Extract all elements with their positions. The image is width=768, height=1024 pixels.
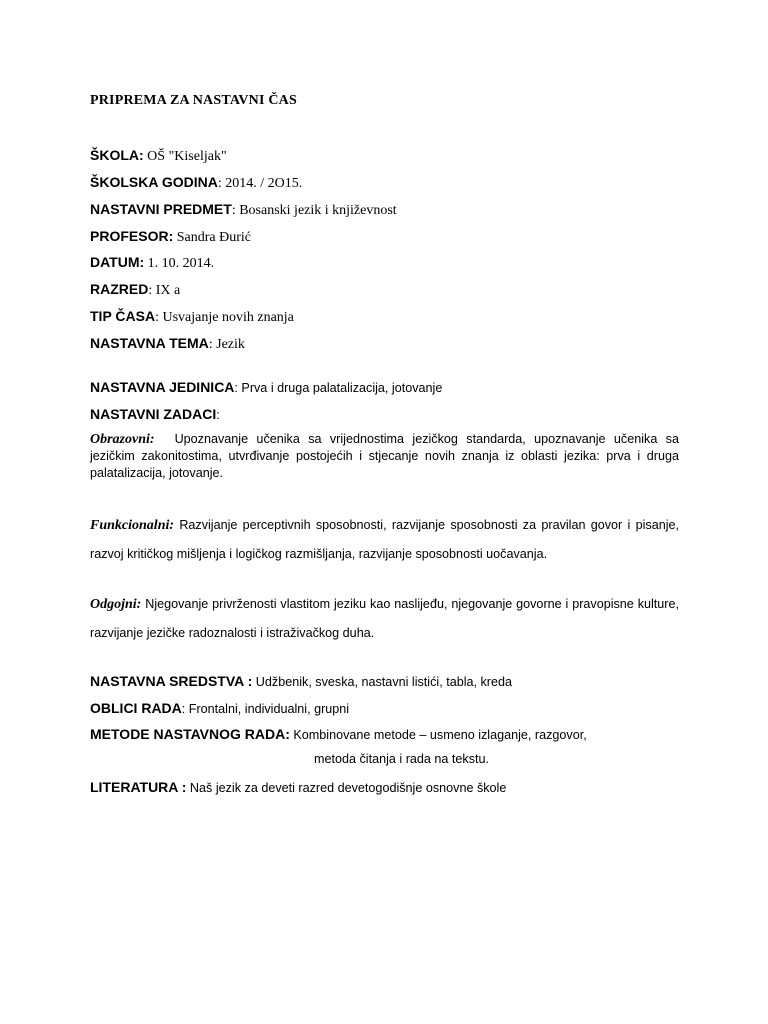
field-value: : IX a [148, 283, 181, 298]
field-label: NASTAVNI ZADACI [90, 406, 217, 422]
task-text: Razvijanje perceptivnih sposobnosti, razvijanje sposobnosti za pravilan govor i pisanje, razvoj kritičkog mišljenja i logičkog razmišljanja, razvijanje sposobnosti uočavanja. [90, 518, 680, 561]
field-teaching-methods [90, 725, 587, 745]
task-functional [90, 511, 679, 569]
field-school [90, 146, 227, 166]
task-upbringing [90, 590, 679, 648]
field-work-forms [90, 699, 349, 719]
field-school-year [90, 173, 302, 193]
field-lesson-type [90, 307, 294, 327]
tasks-heading [90, 405, 220, 425]
field-date [90, 253, 214, 273]
field-value: Sandra Đurić [173, 230, 251, 245]
field-value: Kombinovane metode – usmeno izlaganje, razgovor, [289, 728, 587, 742]
task-text: Upoznavanje učenika sa vrijednostima jezičkog standarda, upoznavanje učenika sa jezičkim zakonitostima, utvrđivanje postojećih i stjecanje novih znanja iz oblasti jezika: prva i druga palatalizacija, jotovanje. [90, 432, 679, 480]
field-label: NASTAVNA SREDSTVA : [90, 673, 253, 689]
field-teaching-unit [90, 378, 442, 398]
field-label: ŠKOLA: [90, 147, 144, 163]
field-value: : Prva i druga palatalizacija, jotovanje [234, 381, 443, 395]
field-label: TIP ČASA [90, 308, 156, 324]
field-teaching-means [90, 672, 512, 692]
field-value: Udžbenik, sveska, nastavni listići, tabla, kreda [252, 675, 513, 689]
field-value: : Bosanski jezik i književnost [231, 203, 397, 218]
task-label: Odgojni: [90, 597, 142, 612]
field-value: : [216, 408, 220, 422]
field-value: OŠ "Kiseljak" [143, 149, 227, 164]
field-teacher [90, 227, 251, 247]
task-label: Obrazovni: [90, 432, 155, 447]
field-grade [90, 280, 180, 300]
field-value: : Usvajanje novih znanja [155, 310, 294, 325]
field-value: : 2014. / 2O15. [217, 176, 303, 191]
field-label: NASTAVNI PREDMET [90, 201, 232, 217]
field-label: METODE NASTAVNOG RADA: [90, 726, 290, 742]
task-educational [90, 431, 679, 482]
field-value: Naš jezik za deveti razred devetogodišnje osnovne škole [186, 781, 507, 795]
task-text: Njegovanje privrženosti vlastitom jeziku kao naslijeđu, njegovanje govorne i pravopisne kulture, razvijanje jezičke radoznalosti i istraživačkog duha. [90, 597, 679, 640]
field-value: : Jezik [208, 337, 245, 352]
field-topic [90, 334, 245, 354]
field-label: OBLICI RADA [90, 700, 182, 716]
field-label: NASTAVNA TEMA [90, 335, 209, 351]
field-subject [90, 200, 397, 220]
field-value: : Frontalni, individualni, grupni [181, 702, 350, 716]
field-label: LITERATURA : [90, 779, 187, 795]
field-teaching-methods-continued: metoda čitanja i rada na tekstu. [314, 752, 490, 766]
field-label: NASTAVNA JEDINICA [90, 379, 235, 395]
field-label: DATUM: [90, 254, 145, 270]
field-literature [90, 778, 506, 798]
field-value: 1. 10. 2014. [144, 256, 215, 271]
document-title: PRIPREMA ZA NASTAVNI ČAS [90, 93, 297, 108]
task-label: Funkcionalni: [90, 518, 175, 533]
field-label: PROFESOR: [90, 228, 174, 244]
field-label: RAZRED [90, 281, 149, 297]
field-label: ŠKOLSKA GODINA [90, 174, 218, 190]
